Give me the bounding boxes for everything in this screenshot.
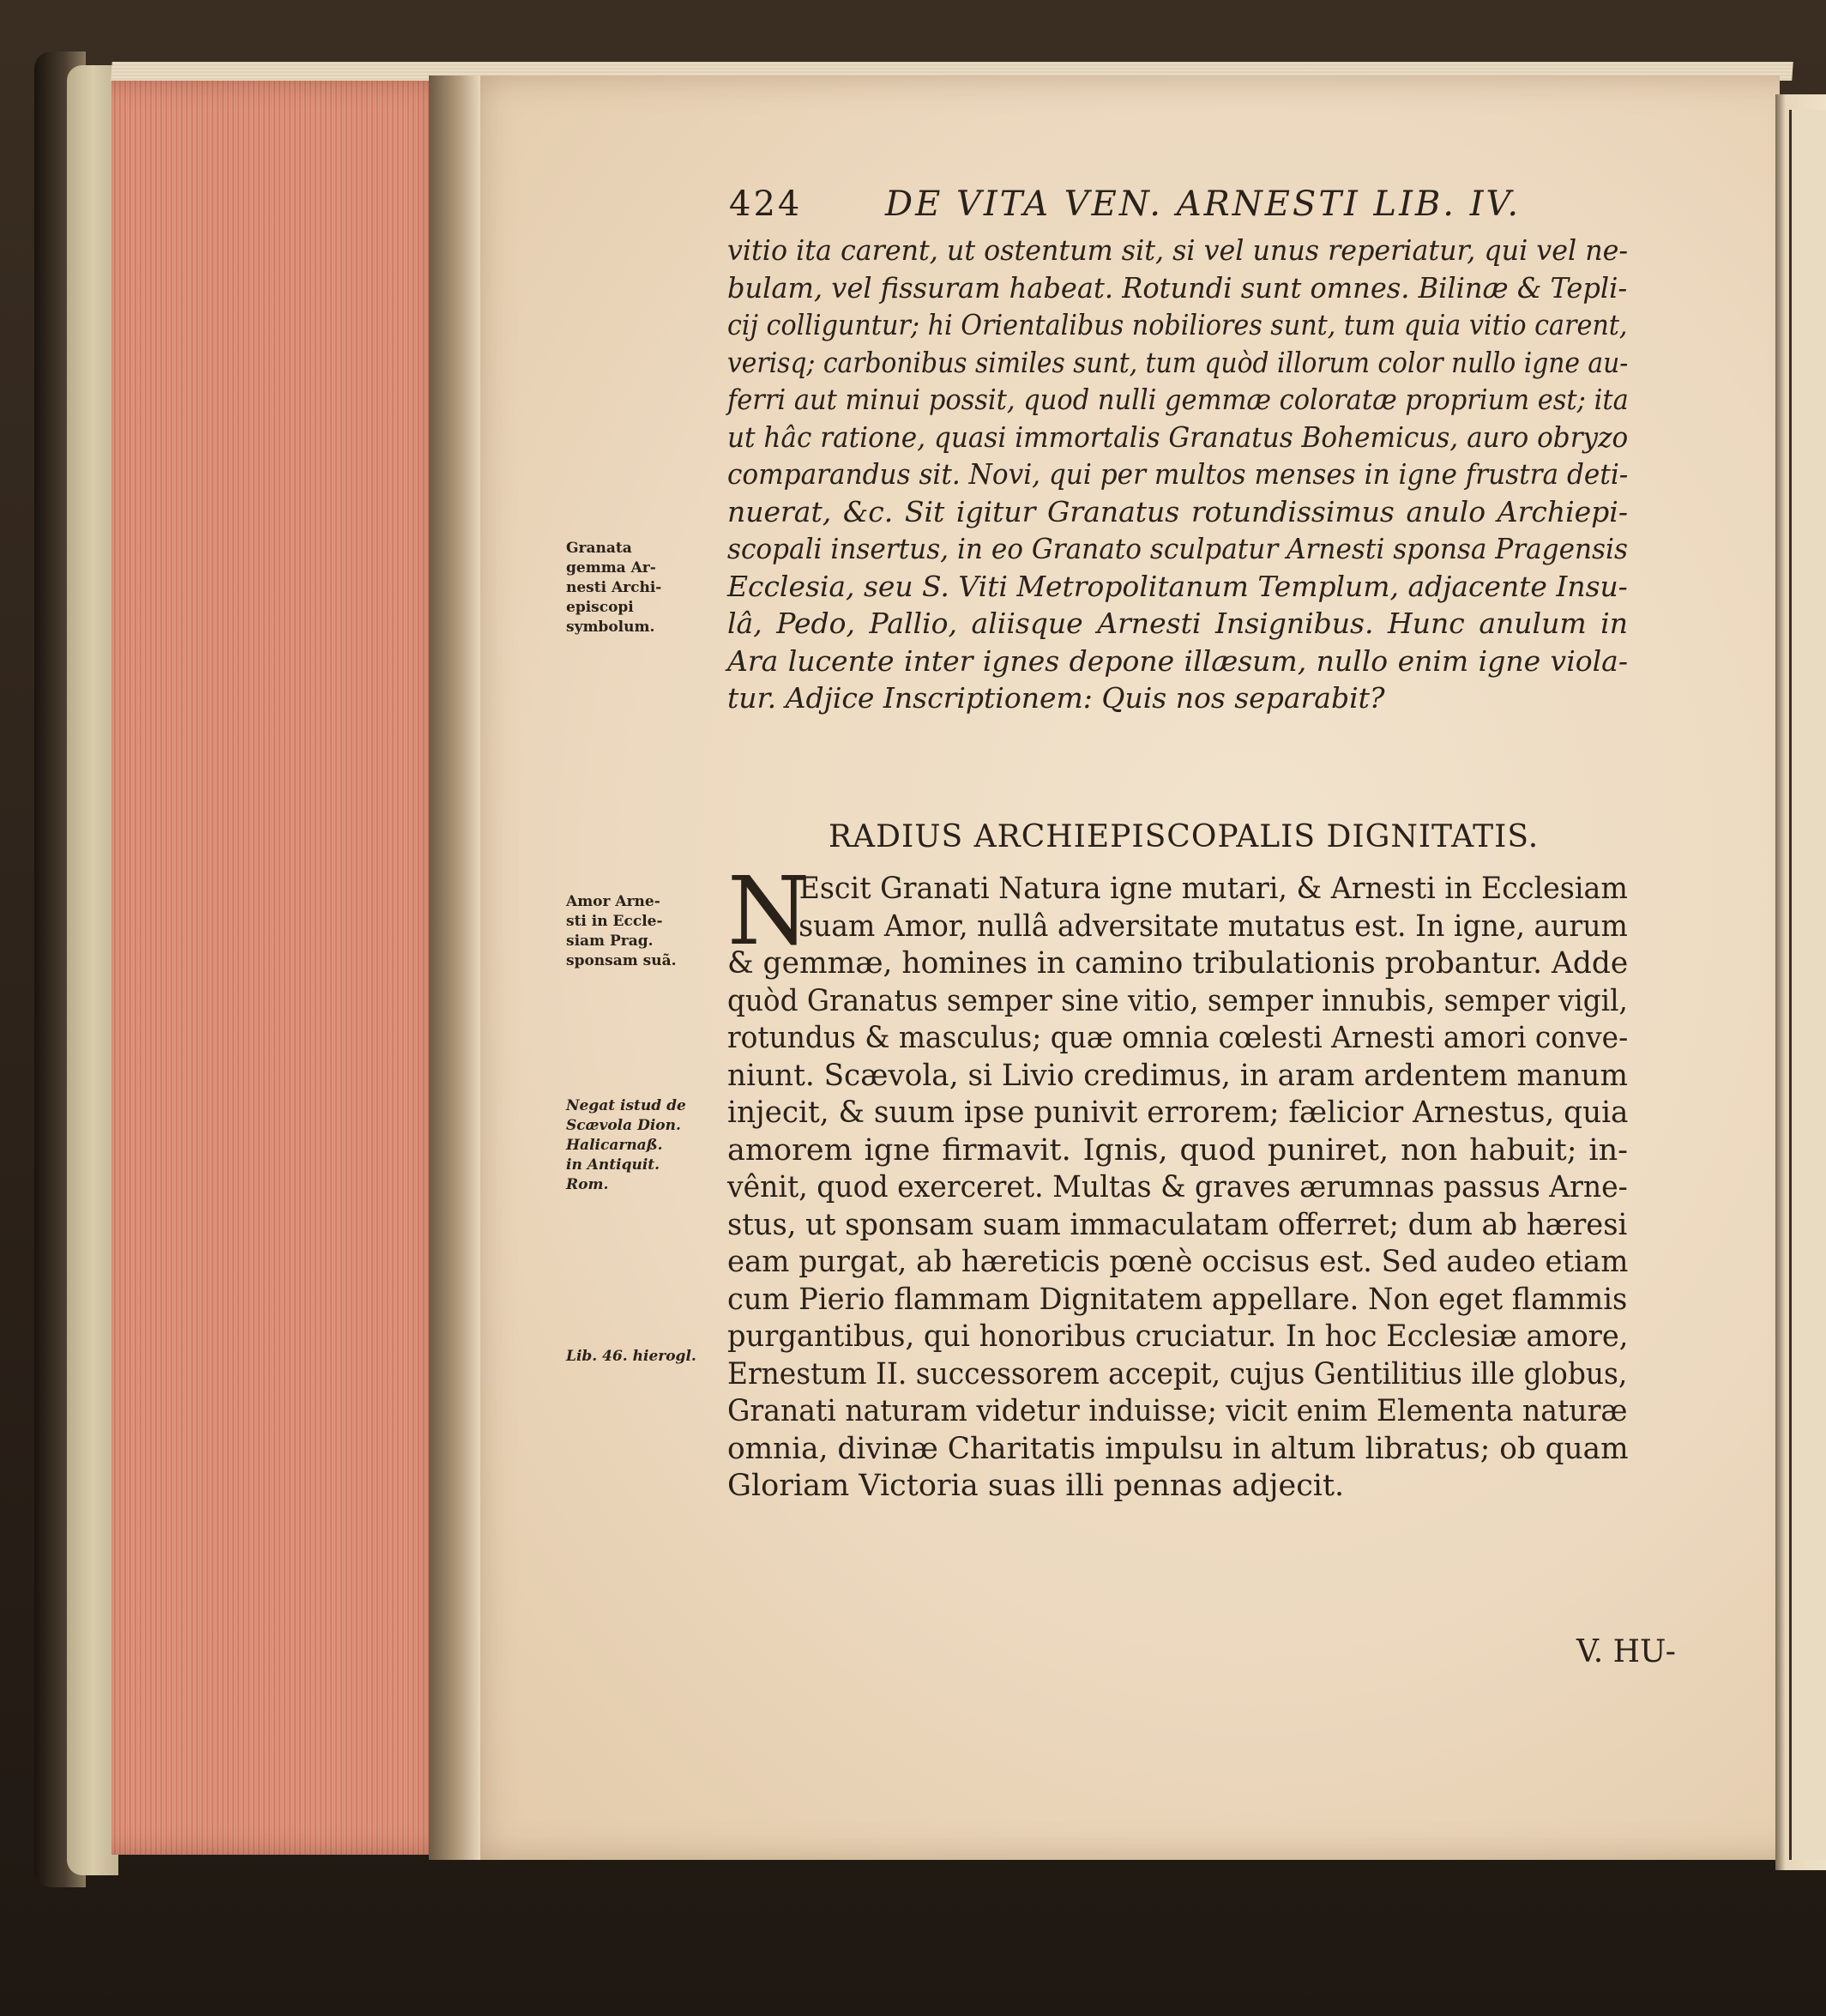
sidenote-line: nesti Archi- xyxy=(566,579,662,596)
text-line: Gloriam Victoria suas illi pennas adjecit. xyxy=(727,1469,1345,1503)
sidenote-line: Rom. xyxy=(566,1176,609,1193)
sidenote-line: in Antiquit. xyxy=(566,1156,660,1174)
text-line: nuerat, &c. Sit igitur Granatus rotundissimus anulo Archiepi- xyxy=(727,494,1628,528)
text-line: stus, ut sponsam suam immaculatam offerret; dum ab hæresi xyxy=(727,1207,1628,1242)
text-line: amorem igne firmavit. Ignis, quod puniret, non habuit; in- xyxy=(727,1132,1628,1168)
page-number: 424 xyxy=(729,184,803,224)
text-line: cum Pierio flammam Dignitatem appellare. Non eget flammis xyxy=(727,1282,1628,1317)
sidenote-line: Granata xyxy=(566,540,632,557)
text-line: verisq; carbonibus similes sunt, tum quòd illorum color nullo igne au- xyxy=(727,345,1629,379)
page-stack-edges xyxy=(111,79,455,1855)
sidenote-negat xyxy=(566,1096,720,1195)
sidenote-line: episcopi xyxy=(566,599,634,616)
sidenote-line: sponsam suã. xyxy=(566,952,677,969)
text-line: Ara lucente inter ignes depone illæsum, nullo enim igne viola- xyxy=(727,643,1628,678)
facing-page-strip xyxy=(1789,110,1826,1860)
text-line: vênit, quod exerceret. Multas & graves ærumnas passus Arne- xyxy=(727,1170,1628,1204)
text-line: tur. Adjice Inscriptionem: Quis nos separabit? xyxy=(727,681,1385,715)
sidenote-line: Halicarnaß. xyxy=(566,1137,663,1154)
sidenote-line: siam Prag. xyxy=(566,933,654,950)
text-line: vitio ita carent, ut ostentum sit, si vel unus reperiatur, qui vel ne- xyxy=(727,233,1629,267)
text-line: Ecclesia, seu S. Viti Metropolitanum Templum, adjacente Insu- xyxy=(727,569,1628,603)
text-line: ut hâc ratione, quasi immortalis Granatus Bohemicus, auro obryzo xyxy=(727,419,1629,454)
sidenote-line: sti in Eccle- xyxy=(566,913,663,930)
sidenote-line: symbolum. xyxy=(566,619,655,636)
sidenote-lib xyxy=(566,1347,720,1367)
text-line: & gemmæ, homines in camino tribulationis probantur. Adde xyxy=(727,946,1629,981)
text-line: comparandus sit. Novi, qui per multos menses in igne frustra deti- xyxy=(727,457,1629,491)
text-line: quòd Granatus semper sine vitio, semper innubis, semper vigil, xyxy=(727,983,1628,1018)
page-gutter xyxy=(429,75,480,1860)
text-line: eam purgat, ab hæreticis pœnè occisus est. Sed audeo etiam xyxy=(727,1245,1629,1279)
sidenote-line: Amor Arne- xyxy=(566,893,660,910)
catchword: V. HU- xyxy=(1576,1634,1676,1669)
text-line: cij colliguntur; hi Orientalibus nobiliores sunt, tum quia vitio carent, xyxy=(727,308,1628,341)
text-line: lâ, Pedo, Pallio, aliisque Arnesti Insignibus. Hunc anulum in xyxy=(727,607,1628,640)
text-line: niunt. Scævola, si Livio credimus, in aram ardentem manum xyxy=(727,1058,1628,1093)
drop-cap: N xyxy=(727,856,811,966)
text-line: bulam, vel fissuram habeat. Rotundi sunt omnes. Bilinæ & Tepli- xyxy=(727,270,1628,305)
sidenote-line: Lib. 46. hierogl. xyxy=(566,1348,696,1365)
text-line: Ernestum II. successorem accepit, cujus Gentilitius ille globus, xyxy=(727,1356,1628,1391)
text-line: Granati naturam videtur induisse; vicit enim Elementa naturæ xyxy=(727,1394,1628,1428)
paragraph-1 xyxy=(727,232,1628,717)
sidenote-line: gemma Ar- xyxy=(566,559,656,576)
paragraph-2 xyxy=(727,871,1628,1506)
text-line: ferri aut minui possit, quod nulli gemmæ coloratæ proprium est; ita xyxy=(727,383,1629,416)
sidenote-line: Negat istud de xyxy=(566,1097,686,1114)
text-line: scopali insertus, in eo Granato sculpatur Arnesti sponsa Pragensis xyxy=(727,532,1628,565)
text-line: Escit Granati Natura igne mutari, & Arnesti in Ecclesiam xyxy=(798,872,1628,906)
text-line: purgantibus, qui honoribus cruciatur. In hoc Ecclesiæ amore, xyxy=(727,1319,1629,1354)
text-line: suam Amor, nullâ adversitate mutatus est. In igne, aurum xyxy=(798,908,1628,944)
text-line: rotundus & masculus; quæ omnia cœlesti Arnesti amori conve- xyxy=(727,1021,1629,1055)
book-cover-edge xyxy=(67,65,118,1875)
sidenote-amor xyxy=(566,892,720,971)
sidenote-line: Scævola Dion. xyxy=(566,1117,681,1134)
text-line: omnia, divinæ Charitatis impulsu in altum libratus; ob quam xyxy=(727,1431,1629,1466)
section-title: RADIUS ARCHIEPISCOPALIS DIGNITATIS. xyxy=(829,819,1540,854)
running-title: DE VITA VEN. ARNESTI LIB. IV. xyxy=(885,184,1522,224)
sidenote-granata xyxy=(566,539,720,637)
text-line: injecit, & suum ipse punivit errorem; fælicior Arnestus, quia xyxy=(727,1096,1629,1130)
